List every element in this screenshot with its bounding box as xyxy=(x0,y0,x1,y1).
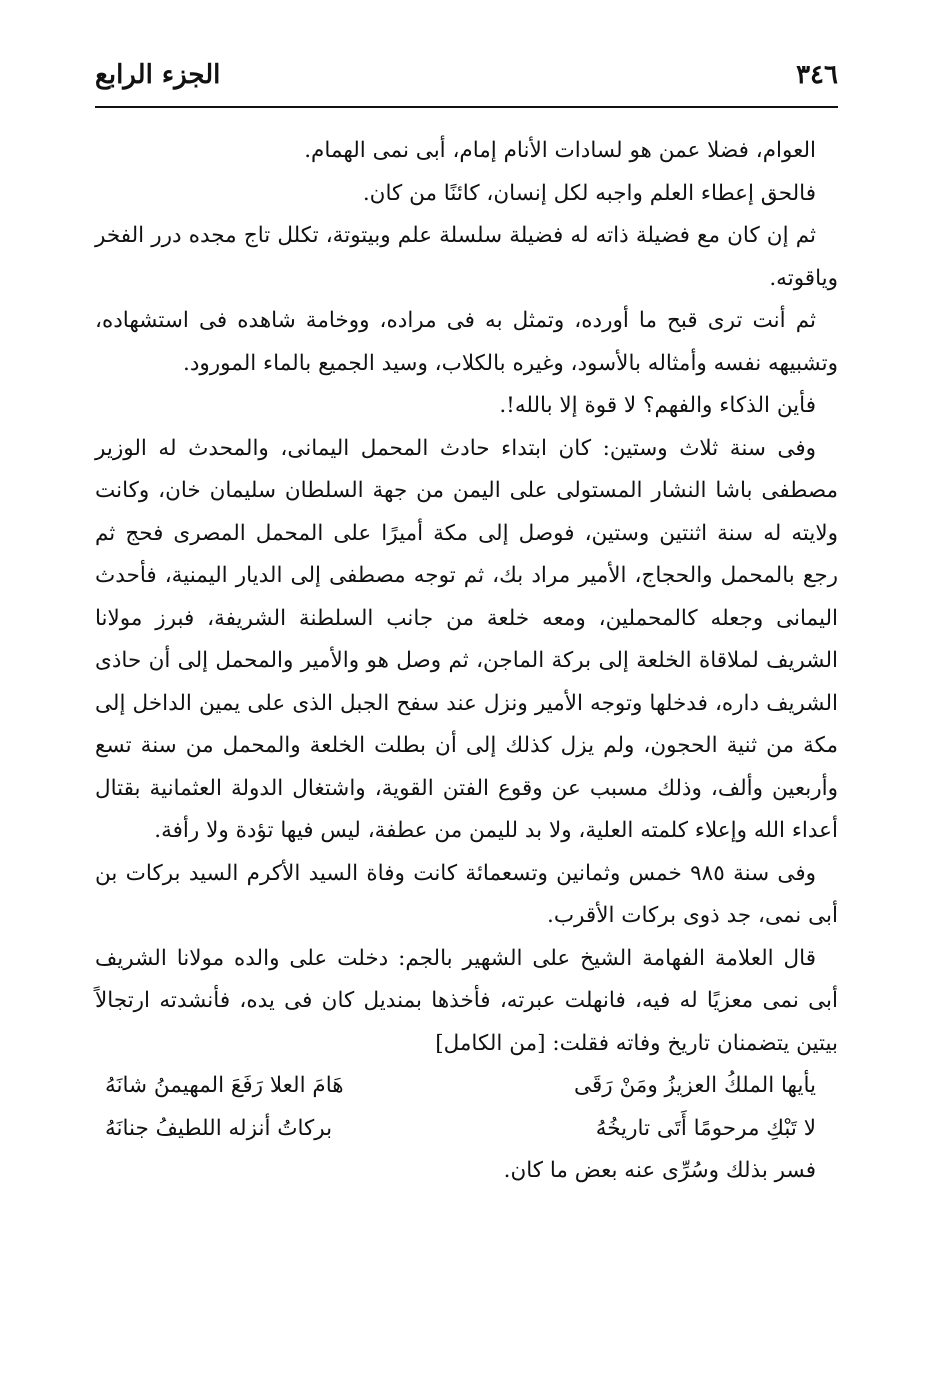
running-title: الجزء الرابع xyxy=(95,60,221,90)
paragraph: وفى سنة ٩٨٥ خمس وثمانين وتسعمائة كانت وفاة السيد الأكرم السيد بركات بن أبى نمى، جد ذوى بركات الأقرب. xyxy=(95,860,838,928)
meter-label: [من الكامل] xyxy=(435,1030,546,1056)
paragraph-with-meter xyxy=(95,938,838,1066)
paragraph: قال العلامة الفهامة الشيخ على الشهير بالجم: دخلت على والده مولانا الشريف أبى نمى معزيًا له فيه، فانهلت عبرته، فأخذها بمنديل كان فى يده، فأنشدته ارتجالاً بيتين يتضمنان تاريخ وفاته فقلت: xyxy=(95,945,838,1056)
verse-line xyxy=(95,1108,838,1151)
body-text xyxy=(95,130,838,1193)
header-rule xyxy=(95,106,838,108)
closing-line: فسر بذلك وسُرِّى عنه بعض ما كان. xyxy=(503,1158,816,1183)
verse-hemistich-first: لا تَبْكِ مرحومًا أَتَى تاريخُهُ xyxy=(595,1115,816,1141)
paragraph: وفى سنة ثلاث وستين: كان ابتداء حادث المحمل اليمانى، والمحدث له الوزير مصطفى باشا النشار المستولى على اليمن من جهة السلطان سليمان خان، وكانت ولايته له سنة اثنتين وستين، فوصل إلى مكة أميرًا على المحمل المصرى فحج ثم رجع بالمحمل والحجاج، الأمير مراد بك، ثم توجه مصطفى إلى الديار اليمنية، فأحدث اليمانى وجعله كالمحملين، ومعه خلعة من جانب السلطنة الشريفة، فبرز مولانا الشريف لملاقاة الخلعة إلى بركة الماجن، ثم وصل هو والأمير والمحمل إلى أن حاذى الشريف داره، فدخلها وتوجه الأمير ونزل عند سفح الجبل الذى على يمين الداخل إلى مكة من ثنية الحجون، ولم يزل كذلك إلى أن بطلت الخلعة والمحمل من سنة تسع وأربعين وألف، وذلك مسبب عن وقوع الفتن القوية، واشتغال الدولة العثمانية بقتال أعداء الله وإعلاء كلمته العلية، ولا بد لليمن من عطفة، ليس فيها تؤدة ولا رأفة. xyxy=(95,435,838,843)
verse-hemistich-second: بركاتُ أنزله اللطيفُ جنانَهُ xyxy=(105,1115,333,1141)
paragraph: فالحق إعطاء العلم واجبه لكل إنسان، كائنًا من كان. xyxy=(362,180,816,206)
paragraph: فأين الذكاء والفهم؟ لا قوة إلا بالله!. xyxy=(499,393,816,418)
verse-line xyxy=(95,1065,838,1108)
verse-hemistich-second: هَامَ العلا رَفَعَ المهيمنُ شانَهُ xyxy=(105,1073,344,1098)
page-number: ٣٤٦ xyxy=(796,60,838,90)
verse-hemistich-first: يأيها الملكُ العزيزُ ومَنْ رَقَى xyxy=(574,1073,816,1098)
page-header xyxy=(95,60,838,104)
paragraph: ثم إن كان مع فضيلة ذاته له فضيلة سلسلة علم وبيتوتة، تكلل تاج مجده درر الفخر وياقوته. xyxy=(95,223,838,291)
paragraph: ثم أنت ترى قبح ما أورده، وتمثل به فى مراده، ووخامة شاهده فى استشهاده، وتشبيهه نفسه وأمثاله بالأسود، وغيره بالكلاب، وسيد الجميع بالماء المورود. xyxy=(95,308,838,376)
paragraph: العوام، فضلا عمن هو لسادات الأنام إمام، أبى نمى الهمام. xyxy=(304,138,816,163)
